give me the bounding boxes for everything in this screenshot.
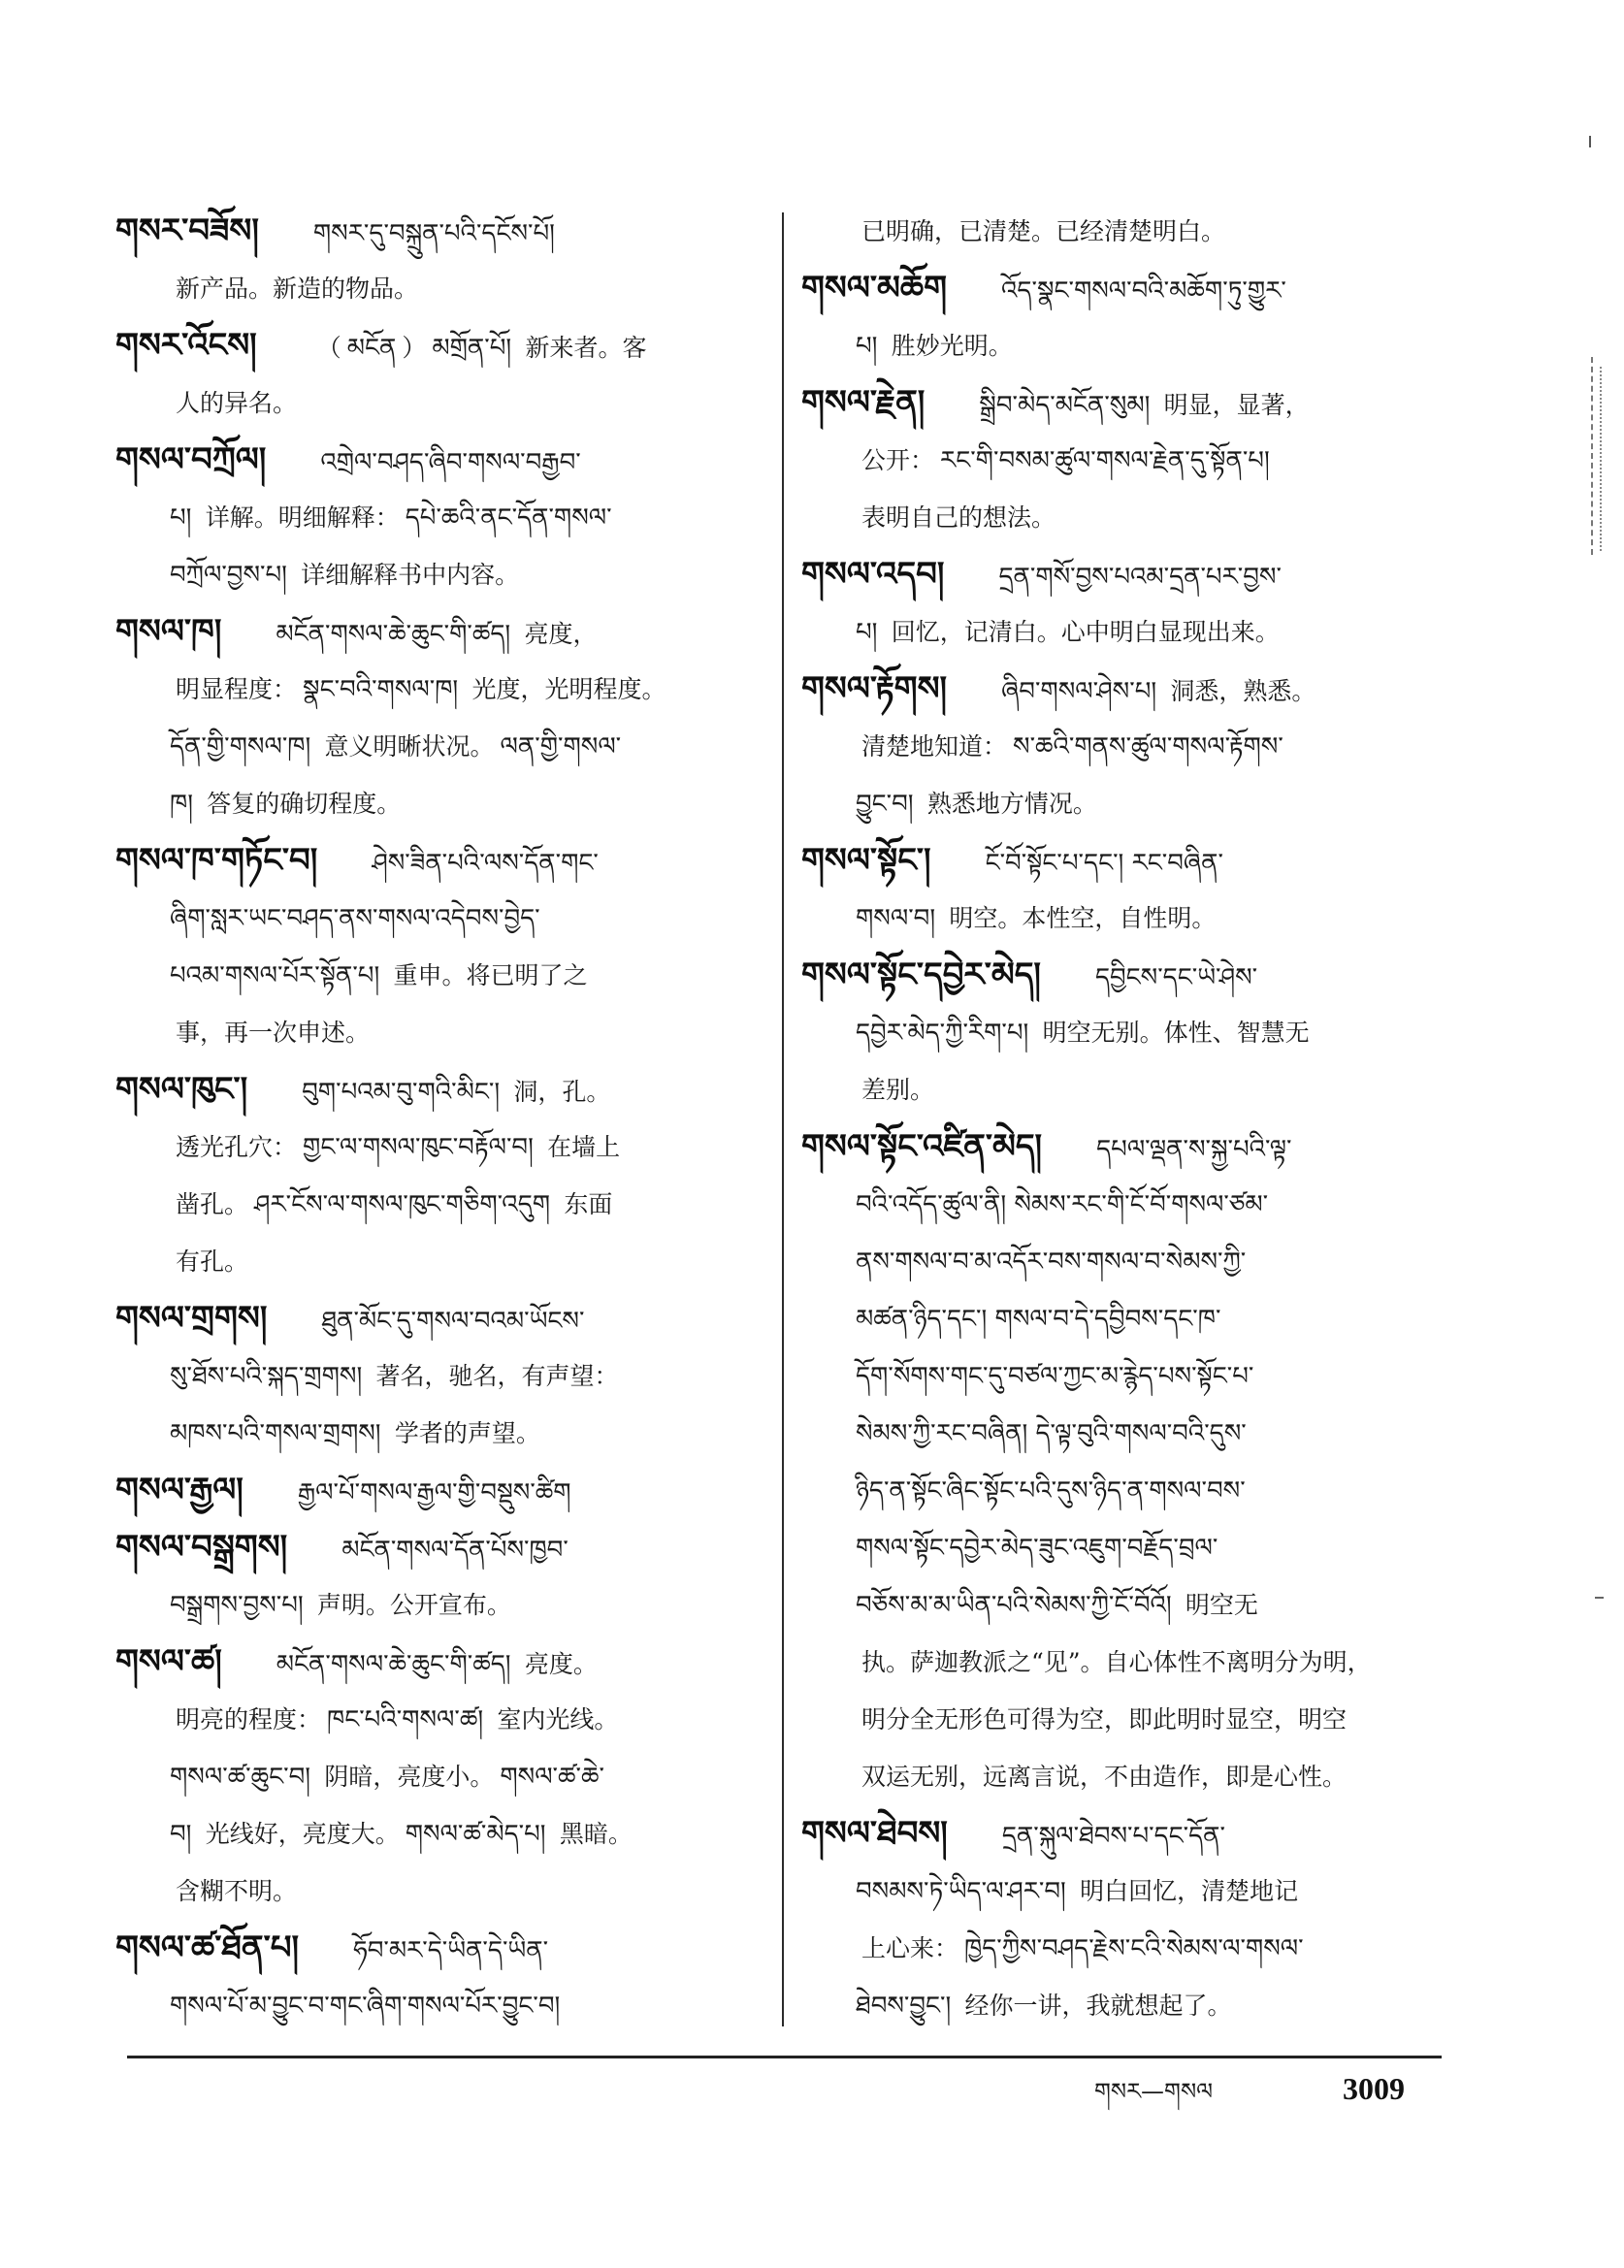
entry-headword: གསལ་སྟོང་དབྱེར་མེད། [801, 956, 1041, 994]
tibetan-text: འགྲེལ་བཤད་ཞིབ་གསལ་བརྒྱབ་ [320, 448, 581, 477]
tibetan-text: རང་གི་བསམ་ཚུལ་གསལ་རྗེན་དུ་སྟོན་པ། [940, 446, 1270, 475]
entry-headword: གསལ་གྲགས། [115, 1299, 268, 1338]
entry-headword: གསལ་ཚ་ཐོན་པ། [115, 1928, 300, 1967]
tibetan-text: གསལ་བ། [856, 904, 944, 933]
chinese-text: 学者的声望。 [394, 1419, 540, 1447]
chinese-text: 透光孔穴： [176, 1133, 298, 1161]
entry-line [115, 661, 763, 718]
entry-text [979, 391, 1315, 419]
entry-line [801, 603, 1455, 661]
entry-text [311, 334, 653, 362]
entry-line [115, 1805, 763, 1863]
entry-text [998, 563, 1281, 591]
chinese-text: 声明。公开宣布。 [316, 1591, 511, 1619]
entry-text [856, 1992, 1238, 2020]
tibetan-text: བའི་འདོད་ཚུལ་ནི། སེམས་རང་གི་ངོ་བོ་གསལ་ཙམ་ [856, 1190, 1269, 1219]
chinese-text: 室内光线。 [497, 1705, 619, 1733]
tibetan-text: ཧོབ་མར་དེ་ཡིན་དེ་ཡིན་ [353, 1936, 549, 1965]
chinese-text: 回忆，记清白。心中明白显现出来。 [891, 618, 1280, 646]
scan-artifact-mark [1589, 136, 1591, 147]
chinese-text: 洞，孔。 [513, 1078, 611, 1106]
entry-text [170, 275, 424, 303]
chinese-text: 公开： [861, 446, 935, 474]
chinese-text: 明亮的程度： [176, 1705, 322, 1733]
entry-line [115, 1347, 763, 1405]
entry-line [801, 260, 1455, 317]
entry-text [856, 1247, 1246, 1276]
chinese-text: 事，再一次申述。 [176, 1019, 371, 1047]
entry-line [801, 1233, 1455, 1290]
chinese-text: 光线好，亮度大。 [205, 1820, 400, 1848]
entry-text [170, 1419, 546, 1447]
entry-text [372, 849, 599, 877]
dictionary-entry [115, 1519, 763, 1634]
chinese-text: 亮度， [524, 620, 598, 648]
entry-text [856, 1305, 1220, 1333]
chinese-text: 亮度。 [524, 1650, 598, 1678]
entry-text [1001, 276, 1286, 305]
entry-line [801, 1634, 1455, 1691]
tibetan-text: དོག་སོགས་གང་དུ་བཙལ་ཀྱང་མ་རྙེད་པས་སྟོང་པ་ [856, 1362, 1254, 1391]
entry-headword: གསལ་བསྒྲགས། [115, 1528, 288, 1567]
chinese-text: 洞悉，熟悉。 [1170, 677, 1316, 705]
tibetan-text: པ། [170, 503, 200, 533]
chinese-text: 光度，光明程度。 [471, 675, 666, 703]
tibetan-text: མངོན་གསལ་ཆེ་ཆུང་གི་ཚད། [276, 1650, 519, 1679]
dictionary-entry [115, 317, 763, 432]
entry-text [170, 1133, 626, 1161]
entry-text [856, 904, 1221, 932]
entry-text [170, 732, 621, 761]
entry-line [115, 1691, 763, 1748]
chinese-text: 东面 [564, 1190, 613, 1218]
tibetan-text: དོན་གྱི་གསལ་ཁ། [170, 732, 319, 761]
entry-text [170, 1705, 624, 1733]
entry-text [170, 1247, 254, 1276]
entry-line [115, 203, 763, 260]
tibetan-text: གསལ་པོ་མ་བྱུང་བ་གང་ཞིག་གསལ་པོར་བྱུང་བ། [170, 1992, 561, 2021]
entry-text [856, 1476, 1246, 1505]
entry-text [856, 1591, 1264, 1619]
entry-text [856, 332, 1019, 360]
entry-line [115, 260, 763, 317]
entry-text [856, 503, 1061, 532]
chinese-text: 意义明晰状况。 [324, 732, 495, 761]
entry-text [170, 961, 594, 989]
chinese-text: ） [402, 334, 427, 362]
tibetan-text: གསལ་ཚ་ཆེ་ [500, 1763, 604, 1792]
entry-text [170, 1763, 604, 1791]
dictionary-entry [115, 203, 763, 317]
entry-text [856, 1076, 940, 1104]
entry-line [801, 317, 1455, 374]
entry-text [856, 1877, 1304, 1905]
entry-line [115, 1176, 763, 1233]
entry-headword: གསལ་རྒྱལ། [115, 1471, 244, 1509]
entry-line [801, 661, 1455, 718]
chinese-text: 明白回忆，清楚地记 [1080, 1877, 1299, 1905]
entry-text [856, 217, 1231, 245]
footer-rule [127, 2056, 1442, 2058]
chinese-text: 详细解释书中内容。 [301, 561, 520, 589]
entry-text [170, 561, 525, 589]
entry-text [856, 1648, 1378, 1676]
dictionary-entry [115, 432, 763, 603]
entry-line [115, 432, 763, 489]
dictionary-entry [801, 546, 1455, 661]
entry-headword: གསལ་མཆོག [801, 269, 948, 308]
entry-text [170, 904, 540, 932]
entry-text [302, 1078, 616, 1106]
entry-text [170, 1820, 638, 1848]
tibetan-text: ནས་གསལ་བ་མ་འདོར་བས་གསལ་བ་སེམས་ཀྱི་ [856, 1247, 1247, 1277]
entry-line [801, 1176, 1455, 1233]
chinese-text: 明显程度： [176, 675, 298, 703]
chinese-text: 执。萨迦教派之“见”。自心体性不离明分为明， [861, 1648, 1372, 1676]
tibetan-text: པ། [856, 618, 886, 647]
entry-text [170, 1190, 618, 1218]
tibetan-text: ཞིག་སླར་ཡང་བཤད་ནས་གསལ་འདེབས་བྱེད་ [170, 904, 540, 933]
entry-line [115, 775, 763, 832]
entry-text [856, 1934, 1304, 1962]
entry-text [856, 790, 1103, 818]
entry-headword: གསལ་ཁ། [115, 612, 222, 651]
entry-line [801, 718, 1455, 775]
chinese-text: 明空无 [1185, 1591, 1258, 1619]
entry-line [801, 775, 1455, 832]
tibetan-text: ལན་གྱི་གསལ་ [500, 732, 622, 761]
entry-text [856, 1419, 1247, 1447]
entry-line [801, 832, 1455, 890]
tibetan-text: ཤར་ངོས་ལ་གསལ་ཁུང་གཅིག་འདུག [254, 1190, 559, 1219]
entry-line [115, 890, 763, 947]
dictionary-entry [115, 1920, 763, 2034]
entry-text [856, 1362, 1253, 1390]
entry-text [170, 790, 406, 818]
entry-text [856, 446, 1270, 474]
chinese-text: 上心来： [861, 1934, 959, 1962]
chinese-text: 表明自己的想法。 [861, 503, 1056, 532]
entry-line [115, 1462, 763, 1519]
entry-headword: གསལ་ཁ་གཏོང་བ། [115, 841, 318, 880]
entry-line [115, 1920, 763, 1977]
entry-line [115, 1290, 763, 1347]
tibetan-text: ཞིབ་གསལ་ཤེས་པ། [1001, 677, 1165, 706]
chinese-text: 答复的确切程度。 [207, 790, 402, 818]
tibetan-text: དཔེ་ཆའི་ནང་དོན་གསལ་ [405, 503, 612, 533]
dictionary-entry [115, 1634, 763, 1920]
entry-line [115, 1748, 763, 1805]
dictionary-entry [801, 1805, 1455, 2034]
entry-line [115, 374, 763, 432]
tibetan-text: དབྱིངས་དང་ཡེ་ཤེས་ [1094, 963, 1258, 992]
entry-text [170, 1362, 625, 1390]
tibetan-text: བཅོས་མ་མ་ཡིན་པའི་སེམས་ཀྱི་ངོ་བོའོ། [856, 1591, 1180, 1620]
tibetan-text: མངོན [346, 334, 397, 363]
entry-line [115, 546, 763, 603]
tibetan-text: སུ་ཐོས་པའི་སྐད་གྲགས། [170, 1362, 371, 1391]
entry-line [115, 832, 763, 890]
entry-line [801, 1691, 1455, 1748]
tibetan-text: བ། [170, 1820, 200, 1849]
chinese-text: 双运无别，远离言说，不由造作，即是心性。 [861, 1763, 1348, 1791]
running-head: གསར—གསལ [1094, 2078, 1214, 2105]
entry-line [801, 890, 1455, 947]
right-column [801, 203, 1455, 2034]
chinese-text: 详解。明细解释： [205, 503, 400, 532]
entry-line [801, 1748, 1455, 1805]
dictionary-entry [115, 1290, 763, 1462]
entry-line [115, 1519, 763, 1576]
chinese-text: 新来者。客 [525, 334, 647, 362]
entry-text [1095, 963, 1257, 991]
entry-text [1096, 1135, 1291, 1163]
tibetan-text: མངོན་གསལ་དོན་པོས་ཁྱབ་ [341, 1536, 568, 1565]
entry-headword: གསལ་སྟོང་། [801, 841, 931, 880]
entry-headword: གསལ་སྟོང་འཛིན་མེད། [801, 1127, 1043, 1166]
entry-headword: གསལ་ཐེབས། [801, 1814, 948, 1853]
chinese-text: 明空无别。体性、智慧无 [1042, 1019, 1310, 1047]
entry-line [801, 489, 1455, 546]
entry-text [1001, 677, 1321, 705]
entry-text [170, 389, 303, 417]
tibetan-text: རྒྱལ་པོ་གསལ་རྒྱལ་གྱི་བསྡུས་ཚིག [297, 1478, 571, 1507]
chinese-text: 人的异名。 [176, 389, 298, 417]
entry-line [115, 947, 763, 1004]
entry-headword: གསར་བཟོས། [115, 211, 259, 250]
entry-text [856, 1763, 1352, 1791]
entry-text [1002, 1822, 1225, 1850]
column-divider [782, 212, 784, 2026]
dictionary-entry [801, 661, 1455, 832]
entry-text [298, 1478, 571, 1507]
entry-headword: གསལ་བཀྲོལ། [115, 440, 267, 479]
entry-line [115, 1061, 763, 1118]
scan-artifact-mark [1591, 357, 1593, 555]
entry-line [801, 1347, 1455, 1405]
tibetan-text: དྲན་སྐུལ་ཐེབས་པ་དང་དོན་ [1001, 1822, 1225, 1851]
chinese-text: （ [316, 334, 341, 362]
entry-line [801, 1118, 1455, 1176]
entry-headword: གསར་འོངས། [115, 326, 257, 365]
entry-line [801, 1576, 1455, 1634]
entry-line [801, 1977, 1455, 2034]
entry-text [170, 1877, 303, 1905]
dictionary-entry [115, 1462, 763, 1519]
tibetan-text: གྱང་ལ་གསལ་ཁུང་བརྟོལ་བ། [303, 1133, 542, 1162]
tibetan-text: དབྱེར་མེད་ཀྱི་རིག་པ། [856, 1019, 1037, 1048]
entry-headword: གསལ་རྗེན། [801, 383, 926, 422]
chinese-text: 含糊不明。 [176, 1877, 298, 1905]
entry-line [801, 1061, 1455, 1118]
entry-line [115, 1118, 763, 1176]
tibetan-text: ཁང་པའི་གསལ་ཚ། [327, 1705, 492, 1734]
tibetan-text: བུག་པའམ་བུ་གའི་མིང་། [302, 1078, 508, 1107]
entry-line [115, 1405, 763, 1462]
tibetan-text: བྱུང་བ། [856, 790, 922, 819]
tibetan-text: པ། [856, 332, 886, 361]
tibetan-text: སེམས་ཀྱི་རང་བཞིན། དེ་ལྟ་བུའི་གསལ་བའི་དུས་ [856, 1419, 1247, 1448]
entry-text [170, 1591, 517, 1619]
entry-line [801, 1405, 1455, 1462]
chinese-text: 阴暗，亮度小。 [324, 1763, 495, 1791]
entry-headword: གསལ་ཁུང་། [115, 1070, 248, 1109]
entry-line [115, 489, 763, 546]
dictionary-entry [801, 203, 1455, 260]
left-column [115, 203, 763, 2034]
tibetan-text: གསལ་ཚ་མེད་པ། [405, 1820, 554, 1849]
chinese-text: 重申。将已明了之 [393, 961, 588, 989]
entry-line [801, 203, 1455, 260]
tibetan-text: འོད་སྣང་གསལ་བའི་མཆོག་ཏུ་གྱུར་ [1001, 276, 1286, 306]
tibetan-text: གསལ་སྟོང་དབྱེར་མེད་ཟུང་འཇུག་བརྗོད་བྲལ་ [856, 1534, 1218, 1563]
dictionary-entry [801, 832, 1455, 947]
entry-line [801, 432, 1455, 489]
entry-line [801, 1920, 1455, 1977]
chinese-text: 凿孔。 [176, 1190, 249, 1218]
tibetan-text: ཤེས་ཟིན་པའི་ལས་དོན་གང་ [372, 849, 599, 878]
entry-line [115, 1576, 763, 1634]
dictionary-entry [801, 260, 1455, 374]
entry-text [320, 448, 580, 476]
tibetan-text: མཚན་ཉིད་དང་། གསལ་བ་དེ་དབྱིབས་དང་ཁ་ [856, 1305, 1221, 1334]
entry-text [856, 618, 1285, 646]
entry-text [170, 1992, 560, 2020]
entry-headword: གསལ་ཚ། [115, 1642, 222, 1681]
entry-line [115, 1634, 763, 1691]
entry-line [801, 1462, 1455, 1519]
tibetan-text: ཁ། [170, 790, 202, 819]
tibetan-text: ཉིད་ན་སྟོང་ཞིང་སྟོང་པའི་དུས་ཉིད་ན་གསལ་བས་ [856, 1476, 1246, 1506]
tibetan-text: གསལ་ཚ་ཆུང་བ། [170, 1763, 319, 1792]
chinese-text: 新产品。新造的物品。 [176, 275, 419, 303]
chinese-text: 已明确，已清楚。已经清楚明白。 [861, 217, 1226, 245]
entry-text [170, 1019, 375, 1047]
tibetan-text: བསམས་ཏེ་ཡིད་ལ་ཤར་བ། [856, 1877, 1075, 1906]
tibetan-text: དཔལ་ལྡན་ས་སྐྱ་པའི་ལྟ་ [1096, 1135, 1292, 1164]
entry-text [170, 503, 612, 532]
entry-line [801, 1519, 1455, 1576]
entry-line [115, 317, 763, 374]
dictionary-entry [115, 1061, 763, 1290]
scan-artifact-mark [1600, 367, 1602, 551]
entry-text [856, 1190, 1268, 1218]
dictionary-entry [801, 947, 1455, 1118]
scan-artifact-mark [1595, 1597, 1604, 1599]
entry-text [321, 1307, 584, 1335]
entry-text [856, 1534, 1218, 1562]
entry-text [170, 675, 671, 703]
entry-line [801, 947, 1455, 1004]
chinese-text: 熟悉地方情况。 [926, 790, 1097, 818]
entry-line [115, 718, 763, 775]
tibetan-text: མགྲོན་པོ། [432, 334, 520, 363]
chinese-text: 经你一讲，我就想起了。 [964, 1992, 1232, 2020]
entry-text [986, 849, 1223, 877]
entry-line [801, 374, 1455, 432]
tibetan-text: མཁས་པའི་གསལ་གྲགས། [170, 1419, 389, 1448]
tibetan-text: སྣང་བའི་གསལ་ཁ། [303, 675, 467, 704]
entry-text [276, 1650, 603, 1678]
entry-headword: གསལ་འདབ། [801, 555, 945, 594]
page-number: 3009 [1343, 2071, 1405, 2106]
tibetan-text: བཀྲོལ་བྱས་པ། [170, 561, 296, 590]
tibetan-text: ཐུན་མོང་དུ་གསལ་བའམ་ཡོངས་ [321, 1307, 585, 1336]
entry-line [115, 1977, 763, 2034]
entry-text [341, 1536, 568, 1564]
tibetan-text: ཐེབས་བྱུང་། [856, 1992, 959, 2021]
chinese-text: 著名，驰名，有声望： [375, 1362, 619, 1390]
entry-text [313, 219, 555, 247]
tibetan-text: པའམ་གསལ་པོར་སྟོན་པ། [170, 961, 388, 990]
chinese-text: 明分全无形色可得为空，即此明时显空，明空 [861, 1705, 1348, 1733]
entry-line [801, 1004, 1455, 1061]
tibetan-text: དྲན་གསོ་བྱས་པའམ་དྲན་པར་བྱས་ [998, 563, 1282, 592]
entry-line [115, 1233, 763, 1290]
entry-text [856, 732, 1283, 761]
entry-line [801, 1863, 1455, 1920]
entry-line [115, 1863, 763, 1920]
entry-text [276, 620, 602, 648]
chinese-text: 胜妙光明。 [891, 332, 1013, 360]
dictionary-entry [115, 603, 763, 832]
dictionary-entry [801, 1118, 1455, 1805]
entry-text [856, 1705, 1352, 1733]
tibetan-text: ས་ཆའི་གནས་ཚུལ་གསལ་རྟོགས་ [1013, 732, 1283, 761]
tibetan-text: སྒྲིབ་མེད་མངོན་སུམ། [979, 391, 1158, 420]
chinese-text: 明显，显著， [1163, 391, 1310, 419]
entry-text [856, 1019, 1315, 1047]
dictionary-entry [801, 374, 1455, 546]
tibetan-text: མངོན་གསལ་ཆེ་ཆུང་གི་ཚད། [276, 620, 519, 649]
chinese-text: 黑暗。 [559, 1820, 633, 1848]
entry-line [115, 1004, 763, 1061]
chinese-text: 差别。 [861, 1076, 935, 1104]
chinese-text: 明空。本性空，自性明。 [949, 904, 1217, 932]
entry-line [115, 603, 763, 661]
entry-headword: གསལ་རྟོགས། [801, 669, 948, 708]
chinese-text: 清楚地知道： [861, 732, 1008, 761]
entry-line [801, 546, 1455, 603]
entry-text [353, 1936, 548, 1964]
tibetan-text: ཁྱེད་ཀྱིས་བཤད་རྗེས་ངའི་སེམས་ལ་གསལ་ [964, 1934, 1304, 1963]
entry-line [801, 1290, 1455, 1347]
chinese-text: 在墙上 [547, 1133, 621, 1161]
tibetan-text: གསར་དུ་བསྐྲུན་པའི་དངོས་པོ། [312, 219, 555, 248]
dictionary-entry [115, 832, 763, 1061]
tibetan-text: ངོ་བོ་སྟོང་པ་དང་། རང་བཞིན་ [985, 849, 1223, 878]
tibetan-text: བསྒྲགས་བྱས་པ། [170, 1591, 311, 1620]
chinese-text: 有孔。 [176, 1247, 249, 1276]
entry-line [801, 1805, 1455, 1863]
